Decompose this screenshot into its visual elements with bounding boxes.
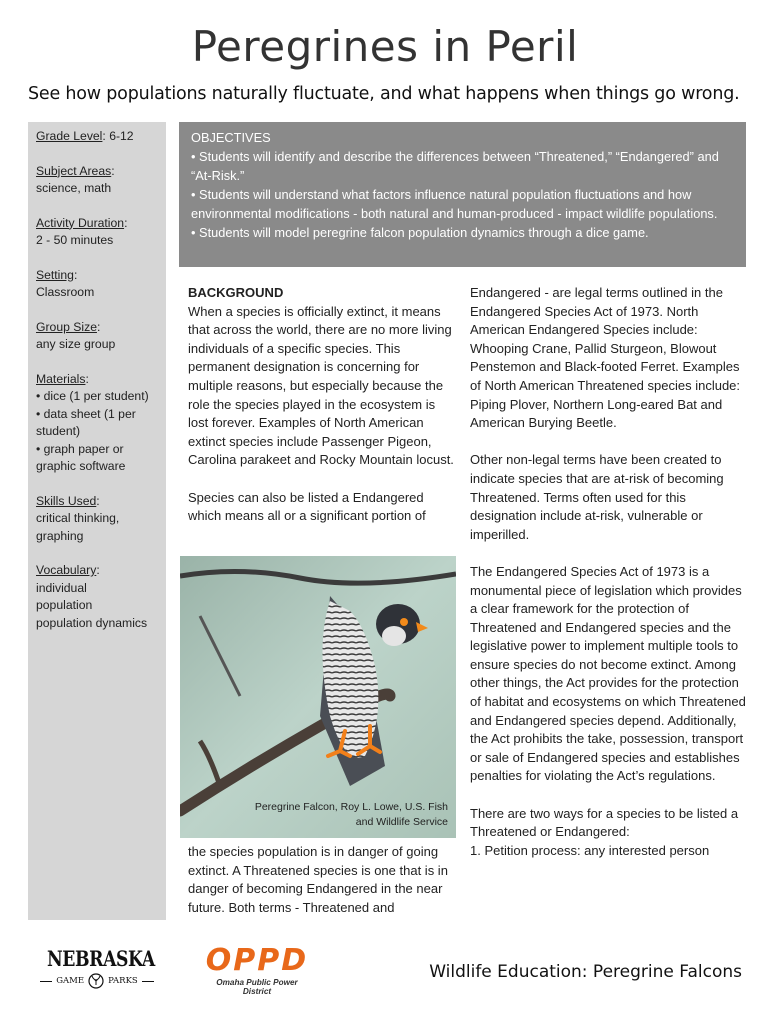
grade-level: Grade Level: 6-12 — [36, 129, 134, 143]
divider — [142, 981, 154, 982]
objectives-box — [179, 122, 746, 267]
skills-used-value: critical thinking, graphing — [36, 511, 120, 543]
activity-duration: Activity Duration: 2 - 50 minutes — [36, 215, 158, 250]
grade-level-label: Grade Level — [36, 129, 103, 143]
footer-series-title: Wildlife Education: Peregrine Falcons — [429, 962, 742, 982]
peregrine-falcon-photo — [180, 556, 456, 838]
ngp-parks-text: PARKS — [108, 976, 138, 986]
grade-level-value: 6-12 — [109, 129, 134, 143]
background-heading: BACKGROUND — [188, 285, 284, 300]
group-size: Group Size: any size group — [36, 319, 158, 354]
divider — [40, 981, 52, 982]
group-size-label: Group Size — [36, 319, 97, 334]
skills-used-label: Skills Used — [36, 493, 97, 508]
background-text: When a species is officially extinct, it means that across the world, there are no more living individuals of a specific species. This permanent designation is concerning for multiple reasons, but especially because the role the species played in the ecosystem is lost forever. Examples of North American extinct species include Passenger Pigeon, Carolina parakeet and Rocky Mountain locust. — [188, 303, 454, 468]
listing-item: 1. Petition process: any interested person — [470, 842, 710, 858]
background-paragraph — [470, 805, 746, 861]
antlers-icon — [88, 973, 104, 989]
setting-label: Setting — [36, 267, 74, 282]
background-paragraph: Endangered - are legal terms outlined in the Endangered Species Act of 1973. North American Endangered Species include: Whooping Crane, Pallid Sturgeon, Blowout Penstemon and Black-footed Ferret. Examples of North American Threatened species include: Piping Plover, Northern Long-eared Bat and American Burying Beetle. — [470, 285, 741, 431]
setting-value: Classroom — [36, 285, 95, 299]
objective-item: • Students will model peregrine falcon population dynamics through a dice game. — [191, 225, 649, 240]
falcon-illustration — [180, 556, 456, 838]
skills-used: Skills Used: critical thinking, graphing — [36, 493, 158, 546]
ngp-logo-name: NEBRASKA — [46, 946, 155, 971]
objectives-heading: OBJECTIVES — [191, 130, 271, 145]
materials-label: Materials — [36, 371, 86, 386]
vocabulary: Vocabulary: individual population population dynamics — [36, 562, 158, 632]
background-paragraph: Species can also be listed a Endangered which means all or a significant portion of — [188, 489, 426, 524]
subject-areas-label: Subject Areas — [36, 163, 112, 178]
background-column-1 — [188, 284, 454, 544]
ngp-logo-subline — [36, 973, 158, 989]
page-subtitle: See how populations naturally fluctuate, and what happens when things go wrong. — [28, 84, 740, 104]
background-column-1-continued — [188, 843, 454, 936]
vocabulary-label: Vocabulary — [36, 563, 97, 577]
vocabulary-item: individual — [36, 580, 87, 595]
oppd-logo — [202, 944, 312, 1006]
background-paragraph: the species population is in danger of going extinct. A Threatened species is one that is in danger of becoming Endangered in the near future. Both terms - Threatened and — [188, 844, 448, 915]
vocabulary-item: population — [36, 598, 93, 612]
page-title: Peregrines in Peril — [191, 22, 579, 71]
nebraska-game-parks-logo — [36, 946, 158, 1006]
objective-item: • Students will understand what factors influence natural population fluctuations and how environmental modifications - both natural and human-produced - impact wildlife populations. — [191, 187, 718, 221]
activity-duration-label: Activity Duration — [36, 215, 125, 230]
vocabulary-item: population dynamics — [36, 615, 148, 630]
subject-areas-value: science, math — [36, 181, 112, 195]
materials-item: • graph paper or graphic software — [36, 441, 126, 473]
subject-areas: Subject Areas: science, math — [36, 163, 158, 198]
setting: Setting: Classroom — [36, 267, 158, 302]
oppd-logo-subline: Omaha Public Power District — [216, 978, 298, 996]
background-paragraph: The Endangered Species Act of 1973 is a monumental piece of legislation which provides a clear framework for the protection of Threatened and Endangered species and the legislative power to implement multiple tools to ensure species do not become extinct. Among other things, the Act provides for the protection of habitat and ecosystems on which Threatened and Endangered species depend. Additionally, the Act prohibits the take, possession, transport or sale of Endangered species and establishes penalties for violating the Act’s regulations. — [470, 563, 746, 784]
listing-intro: There are two ways for a species to be listed a Threatened or Endangered: — [470, 805, 739, 840]
oppd-logo-name: OPPD — [205, 943, 309, 978]
ngp-game-text: GAME — [56, 976, 85, 986]
activity-duration-value: 2 - 50 minutes — [36, 233, 114, 247]
background-paragraph — [188, 284, 454, 470]
background-column-2 — [470, 284, 746, 879]
photo-caption: Peregrine Falcon, Roy L. Lowe, U.S. Fish and Wildlife Service — [254, 801, 448, 828]
group-size-value: any size group — [36, 337, 116, 351]
objective-item: • Students will identify and describe the differences between “Threatened,” “Endangered” and “At-Risk.” — [191, 149, 719, 183]
materials-item: • dice (1 per student) — [36, 389, 149, 403]
background-paragraph: Other non-legal terms have been created to indicate species that are at-risk of becoming Threatened. Terms often used for this designation include at-risk, vulnerable or imperilled. — [470, 452, 724, 542]
materials: Materials: • dice (1 per student) • data sheet (1 per student) • graph paper or graphic software — [36, 371, 158, 476]
materials-item: • data sheet (1 per student) — [36, 406, 136, 438]
activity-sidebar — [28, 122, 166, 920]
